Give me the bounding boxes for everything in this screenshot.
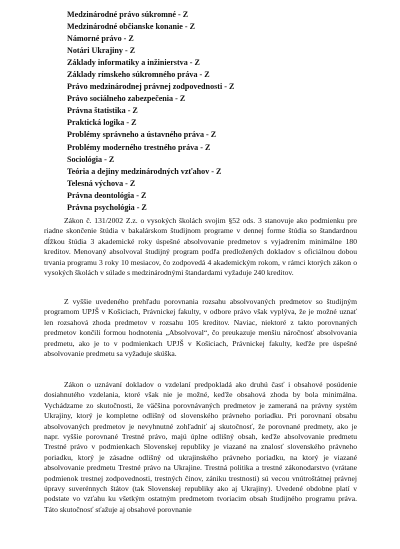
subject-item: Praktická logika - Z xyxy=(67,118,137,128)
subject-item: Právo medzinárodnej právnej zodpovednosti - Z xyxy=(67,82,235,92)
paragraph-credits-requirement: Zákon č. 131/2002 Z.z. o vysokých školách svojim §52 ods. 3 stanovuje ako podmienku pre riadne skončenie štúdia v bakalárskom študijnom programe v dennej forme štúdia so štandardnou dĺžkou štúdia 3 akademické roky úspešné absolvovanie predmetov s vyjadrením minimálne 180 kreditov. Menovaný absolvoval študijný program podľa predložených dokladov s oficiálnou dobou trvania programu 3 roky 10 mesiacov, čo zodpovedá 4 akademickým rokom, v rámci ktorých zákon o vysokých školách v súlade s medzinárodnými štandardami vyžaduje 240 kreditov. xyxy=(44,216,357,278)
subject-item: Medzinárodné právo súkromné - Z xyxy=(67,10,189,19)
subject-item: Telesná výchova - Z xyxy=(67,178,136,188)
subject-item: Sociológia - Z xyxy=(67,154,115,164)
subject-item: Právna deontológia - Z xyxy=(67,190,147,200)
paragraph-content-assessment: Zákon o uznávaní dokladov o vzdelaní predpokladá ako druhú časť i obsahové posúdenie dosiahnutého vzdelania, ktoré však nie je možné, keďže obsahová zhoda by bola minimálna. Vychádzame zo skutočnosti, že väčšina porovnávaných predmetov je zameraná na právny systém Ukrajiny, ktorý je kompletne odlišný od slovenského právneho poriadku. Pri porovnaní obsahu absolvovaných predmetov je nevyhnutné zohľadniť aj skutočnosť, že porovnané predmety, ako je napr. vyššie porovnané Trestné právo, majú úplne odlišný obsah, keďže absolvovanie predmetu Trestné právo v podmienkach Slovenskej republiky je viazané na znalosť slovenského právneho poriadku, ktorý je zásadne odlišný od ukrajinského právneho poriadku, na ktorý je viazané absolvovanie predmetu Trestné právo na Ukrajine. Trestná politika a trestné zákonodarstvo (vrátane podmienok trestnej zodpovednosti, trestných činov, zániku trestnosti) sú vecou vnútroštátnej právnej úpravy suverénnych štátov (tak Slovenskej republiky ako aj Ukrajiny). Uvedené obdobne platí v podstate vo vzťahu ku všetkým ostatným predmetom tvoriacim obsah študijného programu práva. Táto skutočnosť sťažuje aj obsahové porovnanie xyxy=(44,380,357,514)
paragraph-comparison-result: Z vyššie uvedeného prehľadu porovnania rozsahu absolvovaných predmetov so študijným programom UPJŠ v Košiciach, Právnickej fakulty, v odbore právo však vyplýva, že je možné uznať len rozsahová zhoda predmetov v rozsahu 105 kreditov. Naviac, niektoré z takto porovnaných predmetov končili formou hodnotenia „Absolvoval“, čo preukazuje menšiu náročnosť absolvovania predmetu, ako je to v podmienkach UPJŠ v Košiciach, Právnickej fakulty, keďže pre úspešné absolvovanie predmetu sa vyžaduje skúška. xyxy=(44,297,357,359)
subject-item: Problémy správneho a ústavného práva - Z xyxy=(67,130,217,140)
subject-item: Právna psychológia - Z xyxy=(67,202,147,212)
subject-item: Medzinárodné občianske konanie - Z xyxy=(67,22,196,32)
subject-item: Problémy moderného trestného práva - Z xyxy=(67,142,211,152)
subject-item: Základy rímskeho súkromného práva - Z xyxy=(67,70,210,80)
subject-item: Právo sociálneho zabezpečenia - Z xyxy=(67,94,186,104)
subject-item: Notári Ukrajiny - Z xyxy=(67,46,136,56)
subject-item: Teória a dejiny medzinárodných vzťahov - Z xyxy=(67,166,222,176)
subject-item: Námorné právo - Z xyxy=(67,34,134,44)
subject-item: Právna štatistika - Z xyxy=(67,106,138,116)
subject-item: Základy informatiky a inžinierstva - Z xyxy=(67,58,200,68)
subject-list xyxy=(67,9,367,214)
